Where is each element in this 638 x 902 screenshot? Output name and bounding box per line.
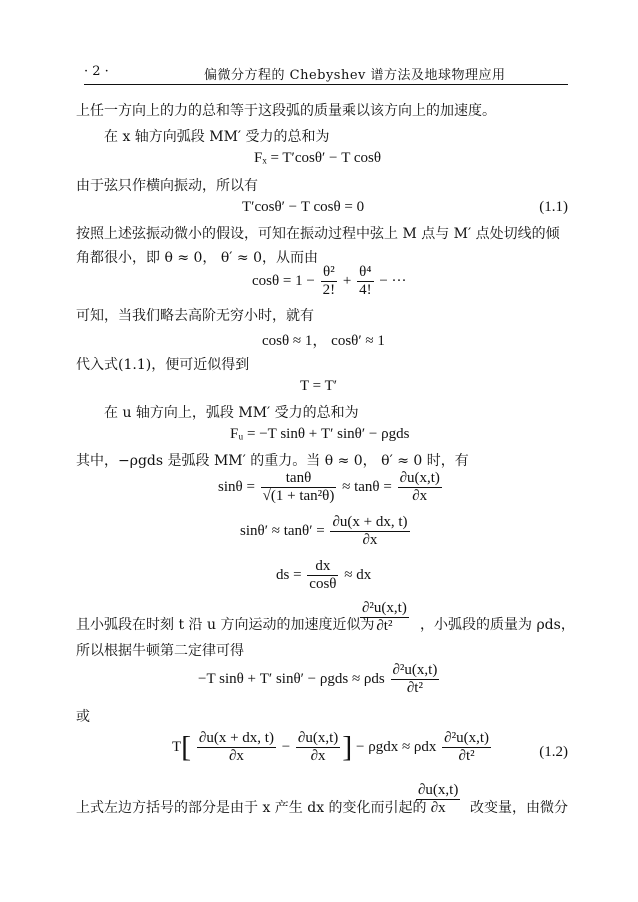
page-number: · 2 · <box>84 64 109 79</box>
text-line: 或 <box>76 709 90 725</box>
text-line: 代入式(1.1)，便可近似得到 <box>76 357 250 373</box>
text-line: 且小弧段在时刻 t 沿 u 方向运动的加速度近似为 <box>76 617 375 633</box>
text-line: 由于弦只作横向振动，所以有 <box>76 178 258 194</box>
text-line: 上式左边方括号的部分是由于 x 产生 dx 的变化而引起的 <box>76 800 427 816</box>
equation-fu: Fᵤ = −T sinθ + T′ sinθ′ − ρgds <box>230 426 410 442</box>
text-line: 角都很小，即 θ ≈ 0， θ′ ≈ 0，从而由 <box>76 250 319 266</box>
text-line: 改变量，由微分 <box>470 800 568 816</box>
text-line: 在 x 轴方向弧段 MM′ 受力的总和为 <box>104 129 330 145</box>
text-line: 可知，当我们略去高阶无穷小时，就有 <box>76 308 314 324</box>
equation-newton: −T sinθ + T′ sinθ′ − ρgds ≈ ρds $\frac{\text{∂²u(x,t)}}{\text{∂t²}}$ <box>198 662 438 696</box>
running-title: 偏微分方程的 Chebyshev 谱方法及地球物理应用 <box>204 68 506 83</box>
equation-ds: ds = $\frac{dx}{\cos\theta}$ ≈ dx <box>276 558 372 592</box>
equation-acceleration: $\frac{\text{∂²u(x,t)}}{\text{∂t²}}$ <box>362 600 407 634</box>
equation-number: (1.2) <box>539 744 568 760</box>
equation-number: (1.1) <box>539 199 568 215</box>
text-line: 上任一方向上的力的总和等于这段弧的质量乘以该方向上的加速度。 <box>76 103 496 119</box>
equation-1-2: T[ $\frac{\partial u(x + dx, t)}{\partial x}$ − $\frac{\partial u(x,t)}{\partial x}$ ] − ρgdx ≈ ρdx $\frac{\text{∂²u(x,t)}}{\text{∂t²}}$ <box>172 730 489 764</box>
equation-cos-series: cosθ = 1 − $\frac{\text{θ²}}{2!}$ + $\frac{\text{θ⁴}}{4!}$ − ··· <box>252 264 407 298</box>
text-line: 所以根据牛顿第二定律可得 <box>76 643 244 659</box>
equation-sin-prime: sinθ′ ≈ tanθ′ = $\frac{\partial u(x + dx, t)}{\partial x}$ <box>240 514 408 548</box>
text-line: 在 u 轴方向上，弧段 MM′ 受力的总和为 <box>104 405 359 421</box>
text-line: 其中，−ρgds 是弧段 MM′ 的重力。当 θ ≈ 0， θ′ ≈ 0 时，有 <box>76 453 469 469</box>
page-header <box>84 62 568 85</box>
equation-fx: Fₓ = T′cosθ′ − T cosθ <box>254 150 382 166</box>
text-line: ，小弧段的质量为 ρds， <box>420 617 575 633</box>
equation-approx: cosθ ≈ 1， cosθ′ ≈ 1 <box>262 333 385 349</box>
equation-sin: sinθ = $\frac{\tan\theta}{\text{√(1 + tan²θ)}}$ ≈ tanθ = $\frac{\partial u(x,t)}{\partial x}$ <box>218 470 440 504</box>
equation-partial: $\frac{\partial u(x,t)}{\partial x}$ <box>418 782 459 816</box>
equation-t: T = T′ <box>300 378 338 394</box>
text-line: 按照上述弦振动微小的假设，可知在振动过程中弦上 M 点与 M′ 点处切线的倾 <box>76 226 560 242</box>
equation-1-1: T′cosθ′ − T cosθ = 0 <box>242 199 365 215</box>
